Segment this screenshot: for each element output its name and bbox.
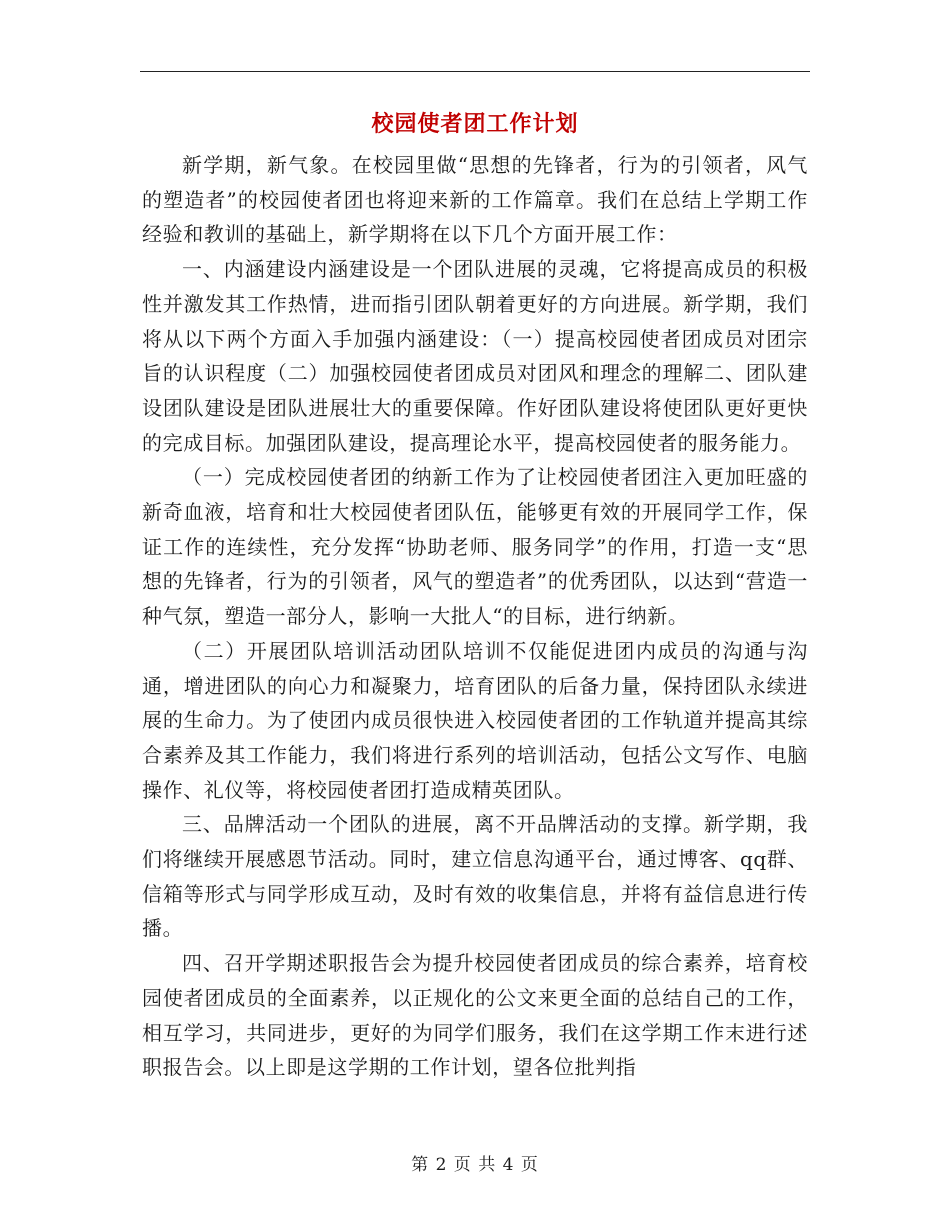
paragraph-subsection-2: （二）开展团队培训活动团队培训不仅能促进团内成员的沟通与沟通，增进团队的向心力和凝聚力，培育团队的后备力量，保持团队永续进展的生命力。为了使团内成员很快进入校园使者团的工作轨道并提高其综合素养及其工作能力，我们将进行系列的培训活动，包括公文写作、电脑操作、礼仪等，将校园使者团打造成精英团队。 — [142, 638, 808, 802]
paragraph-section-3: 三、品牌活动一个团队的进展，离不开品牌活动的支撑。新学期，我们将继续开展感恩节活动。同时，建立信息沟通平台，通过博客、qq群、信箱等形式与同学形成互动，及时有效的收集信息，并将有益信息进行传播。 — [142, 812, 808, 941]
paragraph-section-1-2: 一、内涵建设内涵建设是一个团队进展的灵魂，它将提高成员的积极性并激发其工作热情，进而指引团队朝着更好的方向进展。新学期，我们将从以下两个方面入手加强内涵建设：（一）提高校园使者团成员对团宗旨的认识程度（二）加强校园使者团成员对团风和理念的理解二、团队建设团队建设是团队进展壮大的重要保障。作好团队建设将使团队更好更快的完成目标。加强团队建设，提高理论水平，提高校园使者的服务能力。 — [142, 257, 808, 455]
paragraph-intro: 新学期，新气象。在校园里做“思想的先锋者，行为的引领者，风气的塑造者”的校园使者团也将迎来新的工作篇章。我们在总结上学期工作经验和教训的基础上，新学期将在以下几个方面开展工作： — [142, 153, 808, 247]
page-footer: 第 2 页 共 4 页 — [411, 1155, 539, 1175]
document-body — [142, 148, 808, 1085]
paragraph-subsection-1: （一）完成校园使者团的纳新工作为了让校园使者团注入更加旺盛的新奇血液，培育和壮大校园使者团队伍，能够更有效的开展同学工作，保证工作的连续性，充分发挥“协助老师、服务同学”的作用，打造一支“思想的先锋者，行为的引领者，风气的塑造者”的优秀团队，以达到“营造一种气氛，塑造一部分人，影响一大批人“的目标，进行纳新。 — [142, 465, 808, 629]
paragraph-section-4: 四、召开学期述职报告会为提升校园使者团成员的综合素养，培育校园使者团成员的全面素养，以正规化的公文来更全面的总结自己的工作，相互学习，共同进步，更好的为同学们服务，我们在这学期工作末进行述职报告会。以上即是这学期的工作计划，望各位批判指 — [142, 951, 808, 1080]
header-rule — [140, 71, 810, 72]
document-title: 校园使者团工作计划 — [371, 111, 579, 137]
